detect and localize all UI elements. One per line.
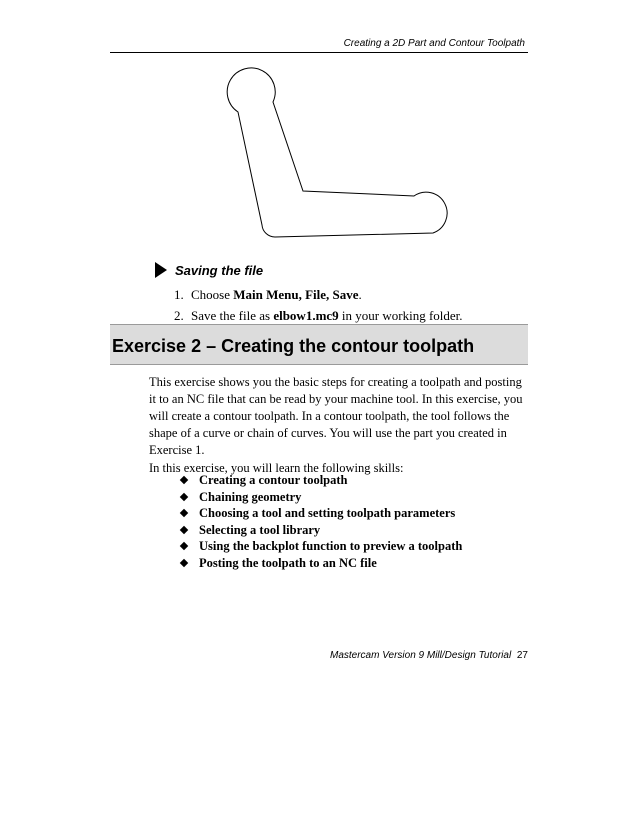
exercise-description: This exercise shows you the basic steps for creating a toolpath and posting it to an NC file that can be read by your machine tool. In this exercise, you will create a contour toolpath. In a contour toolpath, the tool follows the shape of a curve or chain of curves. You will use the part you created in Exercise 1. — [149, 375, 523, 457]
page-footer — [330, 650, 528, 661]
step-item: 2. Save the file as elbow1.mc9 in your working folder. — [174, 308, 463, 323]
list-item: Chaining geometry — [179, 489, 462, 506]
running-header: Creating a 2D Part and Contour Toolpath — [343, 38, 525, 49]
elbow-part-drawing — [0, 0, 638, 260]
section-title: Saving the file — [175, 262, 264, 278]
saving-file-heading — [155, 262, 263, 278]
list-item: Choosing a tool and setting toolpath parameters — [179, 505, 462, 522]
list-item: Posting the toolpath to an NC file — [179, 555, 462, 572]
exercise-title: Exercise 2 – Creating the contour toolpath — [112, 336, 475, 356]
diamond-bullet-icon — [180, 509, 188, 517]
skills-list — [179, 472, 462, 571]
steps-list — [174, 284, 463, 326]
footer-book-title: Mastercam Version 9 Mill/Design Tutorial — [330, 650, 512, 661]
diamond-bullet-icon — [180, 493, 188, 501]
diamond-bullet-icon — [180, 559, 188, 567]
diamond-bullet-icon — [180, 476, 188, 484]
skills-intro: In this exercise, you will learn the following skills: — [149, 461, 404, 475]
step-item: 1. Choose Main Menu, File, Save. — [174, 287, 362, 302]
list-item: Creating a contour toolpath — [179, 472, 462, 489]
list-item: Selecting a tool library — [179, 522, 462, 539]
page-number: 27 — [516, 650, 528, 661]
diamond-bullet-icon — [180, 526, 188, 534]
diamond-bullet-icon — [180, 542, 188, 550]
triangle-bullet-icon — [155, 262, 167, 278]
list-item: Using the backplot function to preview a toolpath — [179, 538, 462, 555]
